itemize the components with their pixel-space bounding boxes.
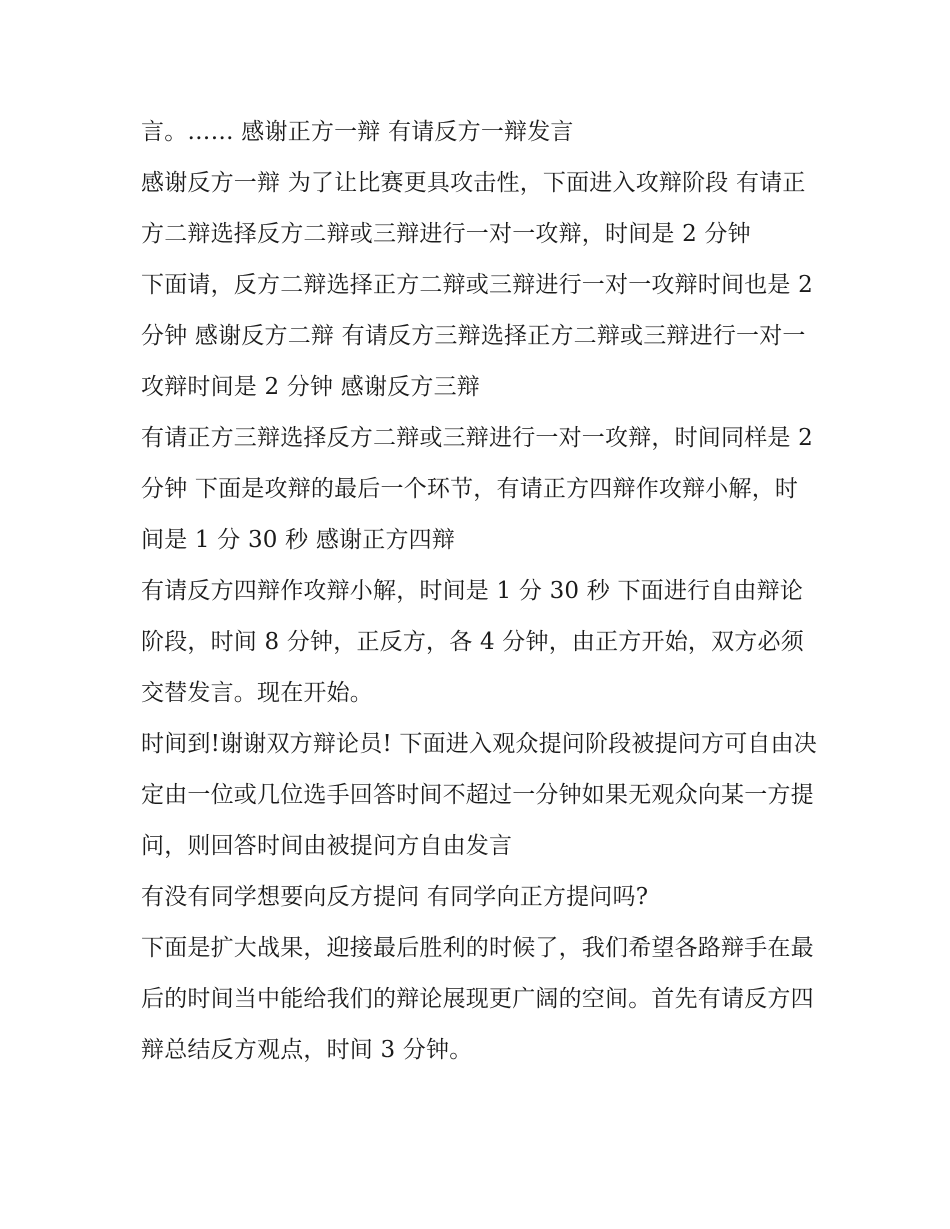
paragraph-1: 言。…… 感谢正方一辩 有请反方一辩发言 — [141, 119, 574, 145]
paragraph-3: 下面请，反方二辩选择正方二辩或三辩进行一对一攻辩时间也是 2 分钟 感谢反方二辩 有请反方三辩选择正方二辩或三辩进行一对一攻辩时间是 2 分钟 感谢反方三辩 — [141, 272, 821, 400]
paragraph-2: 感谢反方一辩 为了让比赛更具攻击性，下面进入攻辩阶段 有请正方二辩选择反方二辩或三辩进行一对一攻辩，时间是 2 分钟 — [141, 170, 806, 247]
paragraph-5: 有请反方四辩作攻辩小解，时间是 1 分 30 秒 下面进行自由辩论阶段，时间 8 分钟，正反方，各 4 分钟，由正方开始，双方必须交替发言。现在开始。 — [141, 578, 804, 706]
document-body — [141, 107, 821, 1076]
paragraph-8: 下面是扩大战果，迎接最后胜利的时候了，我们希望各路辩手在最后的时间当中能给我们的辩论展现更广阔的空间。首先有请反方四辩总结反方观点，时间 3 分钟。 — [141, 935, 814, 1063]
paragraph-7: 有没有同学想要向反方提问 有同学向正方提问吗? — [141, 884, 649, 910]
paragraph-6: 时间到!谢谢双方辩论员! 下面进入观众提问阶段被提问方可自由决定由一位或几位选手回答时间不超过一分钟如果无观众向某一方提问，则回答时间由被提问方自由发言 — [141, 731, 817, 859]
paragraph-4: 有请正方三辩选择反方二辩或三辩进行一对一攻辩，时间同样是 2 分钟 下面是攻辩的最后一个环节，有请正方四辩作攻辩小解，时间是 1 分 30 秒 感谢正方四辩 — [141, 425, 821, 553]
